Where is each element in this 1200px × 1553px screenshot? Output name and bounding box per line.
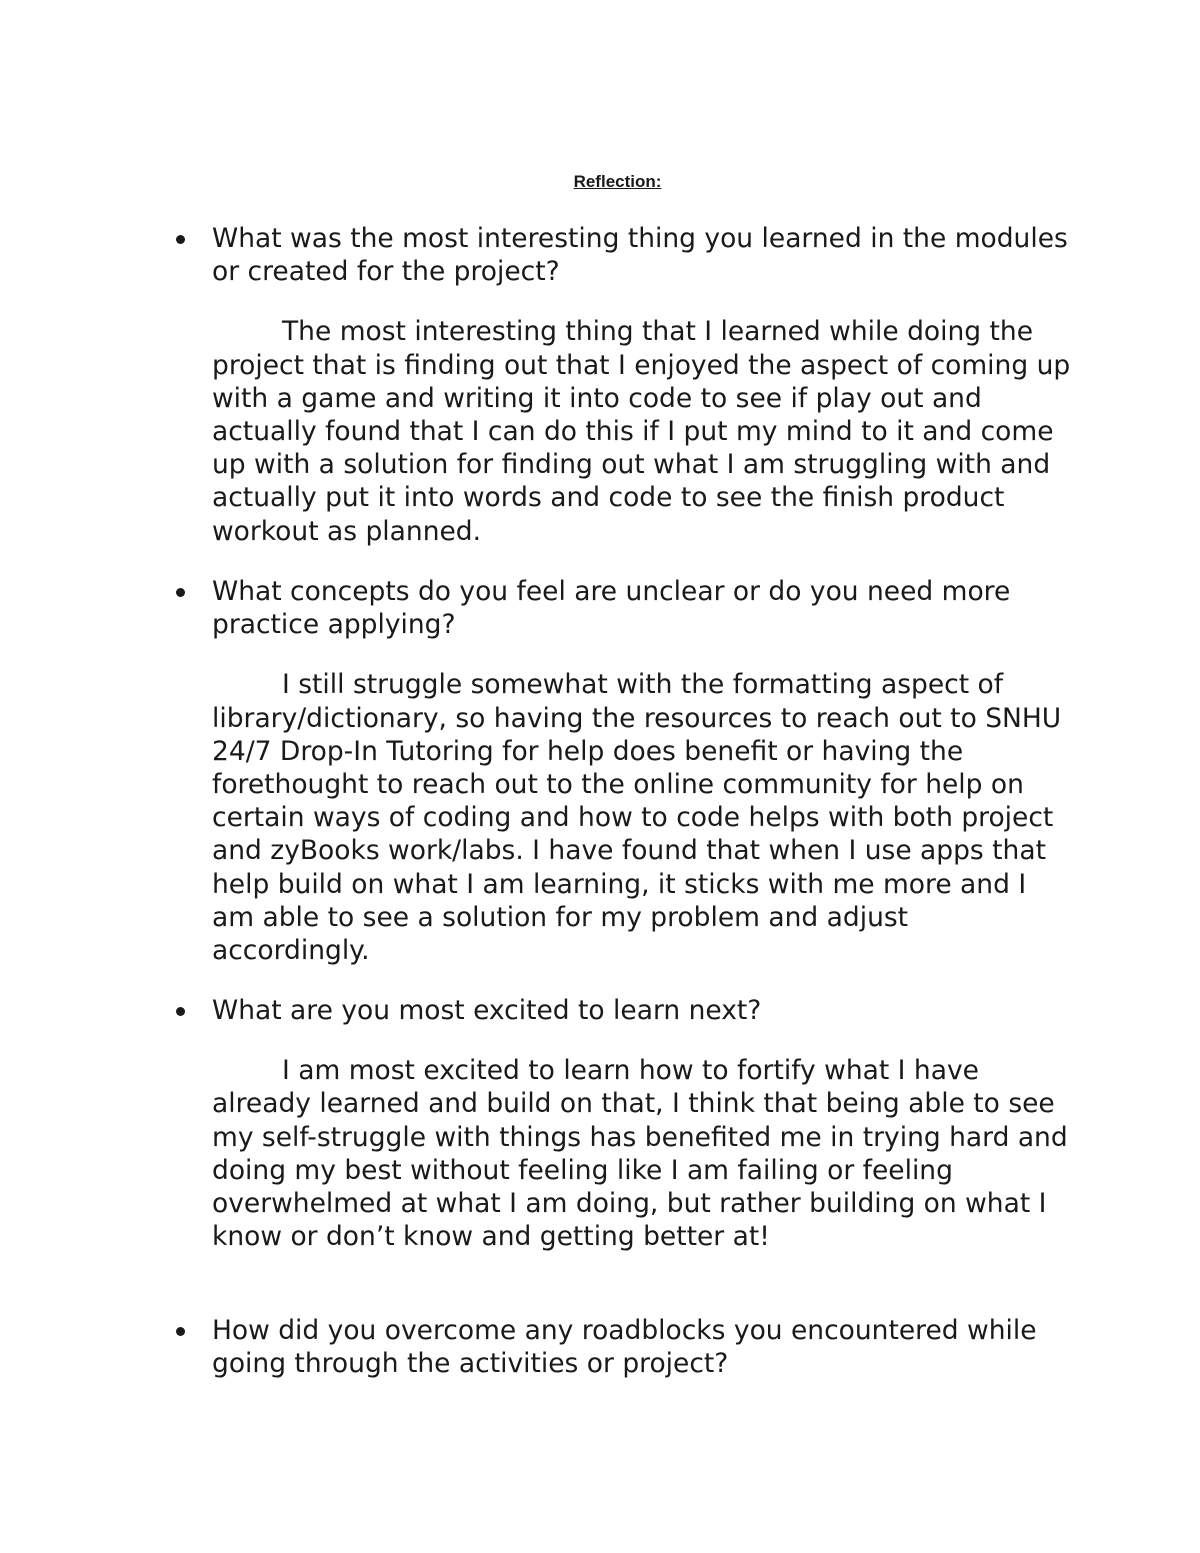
question-3 bbox=[212, 994, 1072, 1027]
question-4 bbox=[212, 1314, 1072, 1380]
qa-section-4 bbox=[212, 1314, 1072, 1380]
qa-section-1 bbox=[212, 222, 1072, 548]
bullet-icon bbox=[176, 235, 185, 244]
bullet-icon bbox=[176, 1007, 185, 1016]
question-2 bbox=[212, 575, 1072, 641]
qa-section-3 bbox=[212, 994, 1072, 1253]
answer-2: I still struggle somewhat with the formatting aspect of library/dictionary, so having the resources to reach out to SNHU 24/7 Drop-In Tutoring for help does benefit or having the forethought to reach out to the online community for help on certain ways of coding and how to code helps with both project and zyBooks work/labs. I have found that when I use apps that help build on what I am learning, it sticks with me more and I am able to see a solution for my problem and adjust accordingly. bbox=[212, 669, 1062, 967]
question-3-text: What are you most excited to learn next? bbox=[212, 995, 762, 1026]
question-1-text: What was the most interesting thing you learned in the modules or created for the project? bbox=[212, 223, 1068, 288]
document-title: Reflection: bbox=[573, 172, 662, 191]
question-4-text: How did you overcome any roadblocks you encountered while going through the activities or project? bbox=[212, 1315, 1037, 1380]
question-1 bbox=[212, 222, 1072, 288]
question-2-text: What concepts do you feel are unclear or do you need more practice applying? bbox=[212, 576, 1011, 641]
bullet-icon bbox=[176, 588, 185, 597]
qa-section-2 bbox=[212, 575, 1072, 967]
answer-3: I am most excited to learn how to fortify what I have already learned and build on that, I think that being able to see my self-struggle with things has benefited me in trying hard and doing my best without feeling like I am failing or feeling overwhelmed at what I am doing, but rather building on what I know or don’t know and getting better at! bbox=[212, 1055, 1068, 1253]
answer-1: The most interesting thing that I learned while doing the project that is finding out that I enjoyed the aspect of coming up with a game and writing it into code to see if play out and actually found that I can do this if I put my mind to it and come up with a solution for finding out what I am struggling with and actually put it into words and code to see the finish product workout as planned. bbox=[212, 316, 1071, 547]
bullet-icon bbox=[176, 1327, 185, 1336]
